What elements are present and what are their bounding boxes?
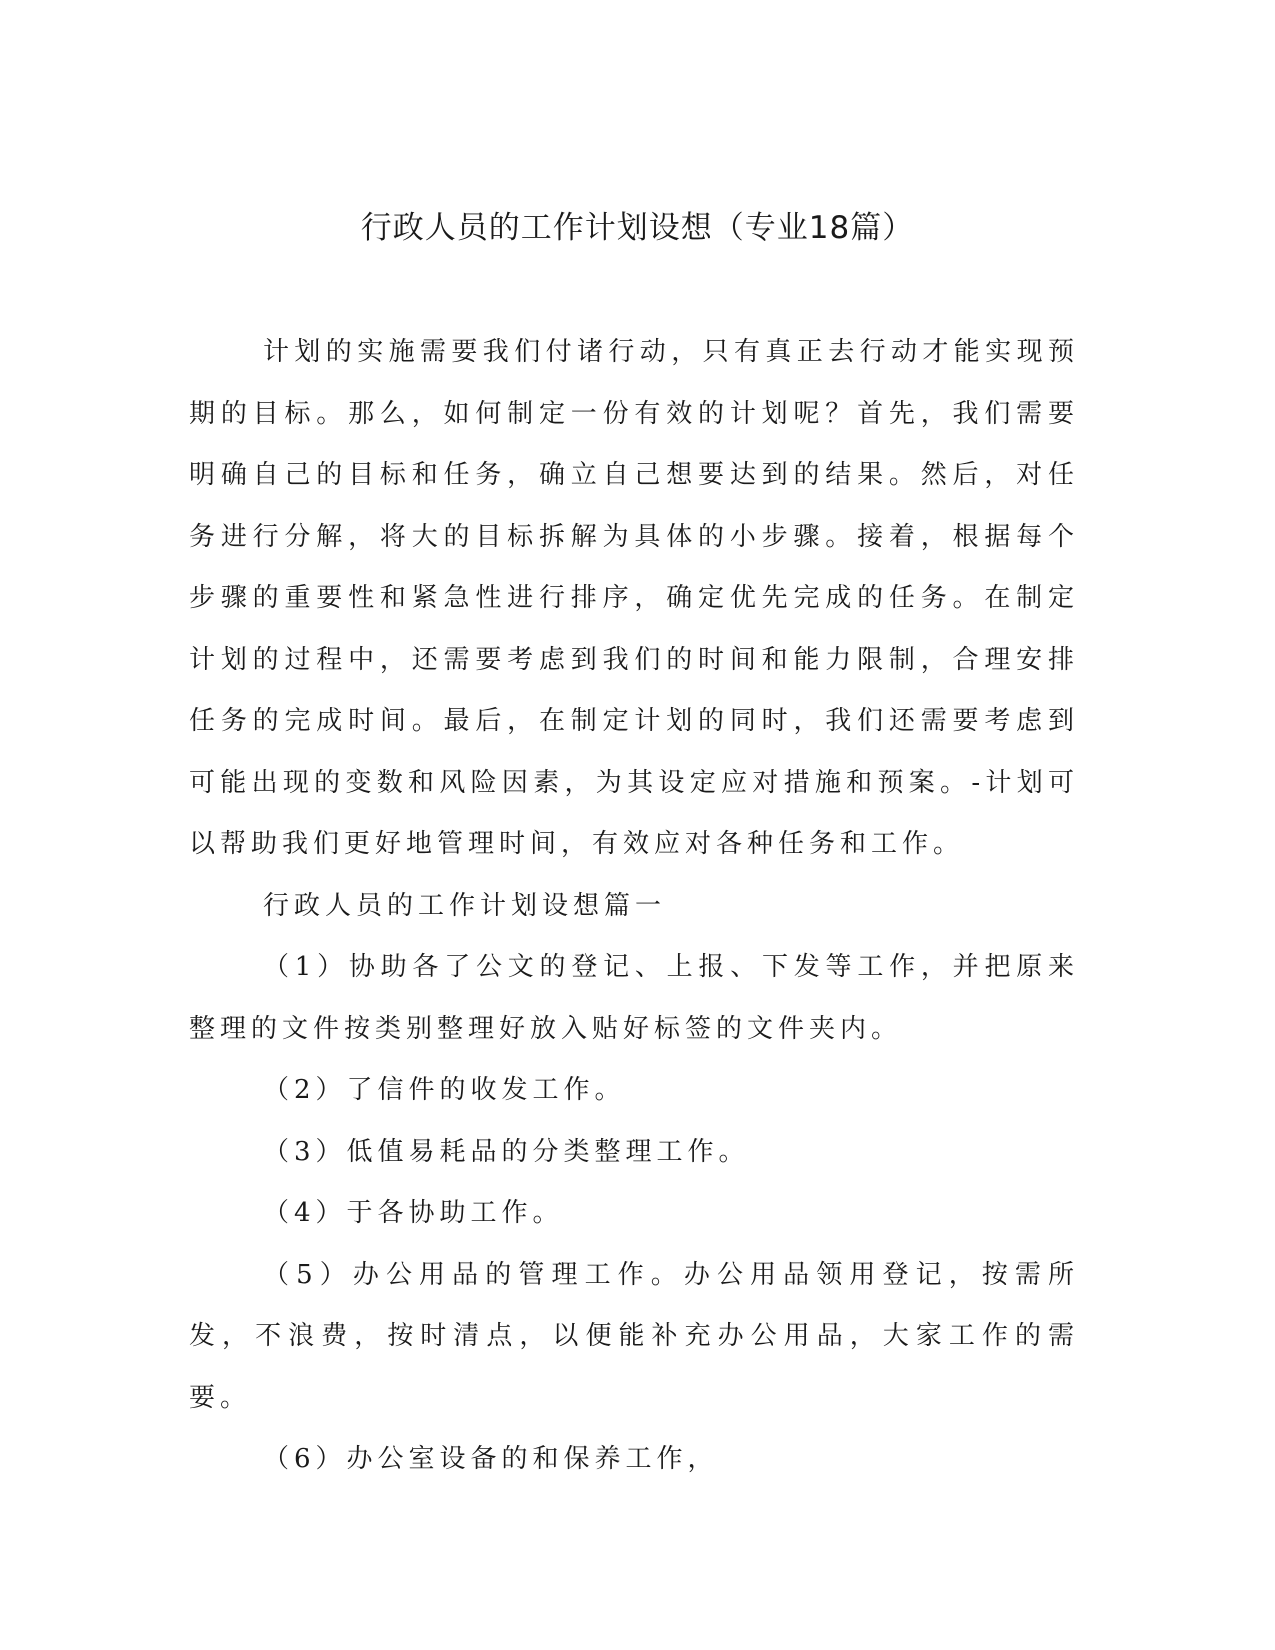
document-title: 行政人员的工作计划设想（专业18篇） xyxy=(360,210,915,246)
section-heading: 行政人员的工作计划设想篇一 xyxy=(263,890,667,921)
list-item-3: （3）低值易耗品的分类整理工作。 xyxy=(263,1136,750,1167)
intro-paragraph: 计划的实施需要我们付诸行动，只有真正去行动才能实现预期的目标。那么，如何制定一份有效的计划呢？首先，我们需要明确自己的目标和任务，确立自己想要达到的结果。然后，对任务进行分解，将大的目标拆解为具体的小步骤。接着，根据每个步骤的重要性和紧急性进行排序，确定优先完成的任务。在制定计划的过程中，还需要考虑到我们的时间和能力限制，合理安排任务的完成时间。最后，在制定计划的同时，我们还需要考虑到可能出现的变数和风险因素，为其设定应对措施和预案。-计划可以帮助我们更好地管理时间，有效应对各种任务和工作。 xyxy=(189,337,1079,859)
list-item-5: （5）办公用品的管理工作。办公用品领用登记，按需所发，不浪费，按时清点，以便能补充办公用品，大家工作的需要。 xyxy=(189,1259,1079,1413)
list-item-6: （6）办公室设备的和保养工作， xyxy=(263,1444,719,1474)
document-body xyxy=(189,322,1079,1491)
list-item-1: （1）协助各了公文的登记、上报、下发等工作，并把原来整理的文件按类别整理好放入贴好标签的文件夹内。 xyxy=(189,952,1079,1044)
list-item-4: （4）于各协助工作。 xyxy=(263,1198,564,1228)
list-item-2: （2）了信件的收发工作。 xyxy=(263,1075,626,1105)
